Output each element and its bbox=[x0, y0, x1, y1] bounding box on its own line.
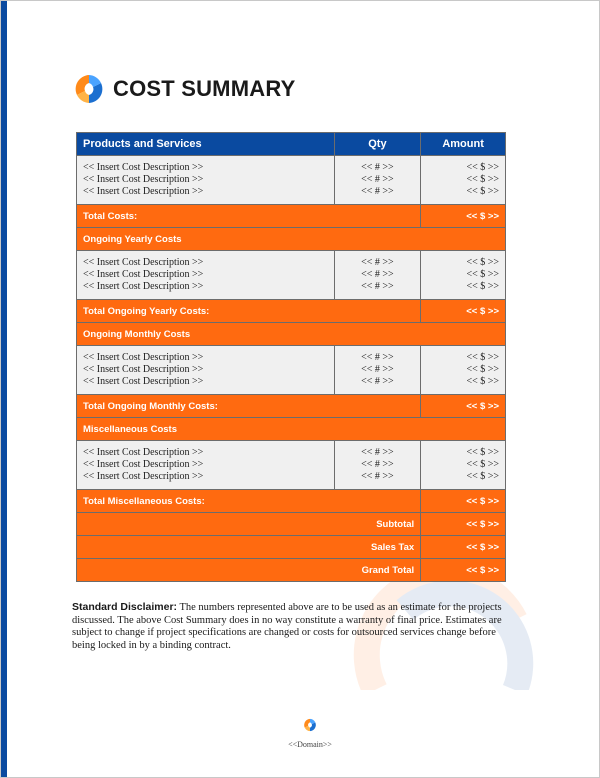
qty-cell[interactable] bbox=[334, 346, 421, 395]
qty-value: << # >> bbox=[361, 352, 394, 363]
cost-description: << Insert Cost Description >> bbox=[83, 471, 204, 482]
cost-description-cell[interactable] bbox=[77, 346, 335, 395]
column-header-products: Products and Services bbox=[77, 133, 335, 156]
cost-description: << Insert Cost Description >> bbox=[83, 281, 204, 292]
cost-description: << Insert Cost Description >> bbox=[83, 174, 204, 185]
grand-total-value[interactable]: << $ >> bbox=[421, 559, 506, 582]
cost-description: << Insert Cost Description >> bbox=[83, 364, 204, 375]
cost-description: << Insert Cost Description >> bbox=[83, 376, 204, 387]
section-heading: Ongoing Yearly Costs bbox=[77, 228, 506, 251]
qty-value: << # >> bbox=[361, 257, 394, 268]
qty-value: << # >> bbox=[361, 459, 394, 470]
amount-cell[interactable] bbox=[421, 156, 506, 205]
qty-value: << # >> bbox=[361, 186, 394, 197]
page-title: COST SUMMARY bbox=[113, 76, 296, 101]
cost-summary-table bbox=[76, 132, 506, 582]
amount-cell[interactable] bbox=[421, 441, 506, 490]
amount-value: << $ >> bbox=[466, 459, 499, 470]
footer-domain: <<Domain>> bbox=[288, 740, 332, 749]
total-value[interactable]: << $ >> bbox=[421, 490, 506, 513]
total-label: Total Ongoing Yearly Costs: bbox=[77, 300, 421, 323]
total-value[interactable]: << $ >> bbox=[421, 300, 506, 323]
cost-description: << Insert Cost Description >> bbox=[83, 352, 204, 363]
total-row bbox=[77, 490, 506, 513]
total-label: Total Ongoing Monthly Costs: bbox=[77, 395, 421, 418]
total-value[interactable]: << $ >> bbox=[421, 395, 506, 418]
subtotal-value[interactable]: << $ >> bbox=[421, 513, 506, 536]
table-header-row bbox=[77, 133, 506, 156]
swirl-logo-icon bbox=[73, 73, 105, 105]
section-heading-row bbox=[77, 323, 506, 346]
cost-description: << Insert Cost Description >> bbox=[83, 269, 204, 280]
section-heading: Ongoing Monthly Costs bbox=[77, 323, 506, 346]
section-heading-row bbox=[77, 418, 506, 441]
amount-value: << $ >> bbox=[466, 352, 499, 363]
grand-total-label: Grand Total bbox=[77, 559, 421, 582]
qty-cell[interactable] bbox=[334, 441, 421, 490]
page-footer bbox=[270, 718, 350, 752]
qty-value: << # >> bbox=[361, 269, 394, 280]
qty-value: << # >> bbox=[361, 174, 394, 185]
sales-tax-row bbox=[77, 536, 506, 559]
amount-value: << $ >> bbox=[466, 471, 499, 482]
total-label: Total Costs: bbox=[77, 205, 421, 228]
amount-value: << $ >> bbox=[466, 162, 499, 173]
total-value[interactable]: << $ >> bbox=[421, 205, 506, 228]
total-label: Total Miscellaneous Costs: bbox=[77, 490, 421, 513]
cost-description-cell[interactable] bbox=[77, 441, 335, 490]
cost-description: << Insert Cost Description >> bbox=[83, 186, 204, 197]
qty-cell[interactable] bbox=[334, 251, 421, 300]
cost-description-cell[interactable] bbox=[77, 251, 335, 300]
table-row bbox=[77, 251, 506, 300]
page-header bbox=[73, 72, 295, 106]
amount-cell[interactable] bbox=[421, 346, 506, 395]
table-row bbox=[77, 346, 506, 395]
amount-value: << $ >> bbox=[466, 257, 499, 268]
cost-description: << Insert Cost Description >> bbox=[83, 447, 204, 458]
total-row bbox=[77, 300, 506, 323]
cost-description: << Insert Cost Description >> bbox=[83, 257, 204, 268]
disclaimer-text: The numbers represented above are to be used as an estimate for the projects discussed. The above Cost Summary does in no way constitute a warranty of final price. Estimates are subject to change if project specifications are changed or costs for outsourced services change before being locked in by a binding contract. bbox=[72, 602, 502, 651]
table-row bbox=[77, 156, 506, 205]
sales-tax-value[interactable]: << $ >> bbox=[421, 536, 506, 559]
amount-value: << $ >> bbox=[466, 447, 499, 458]
cost-description: << Insert Cost Description >> bbox=[83, 459, 204, 470]
qty-value: << # >> bbox=[361, 162, 394, 173]
table-row bbox=[77, 441, 506, 490]
qty-value: << # >> bbox=[361, 364, 394, 375]
section-heading-row bbox=[77, 228, 506, 251]
left-accent-bar bbox=[1, 1, 7, 777]
amount-value: << $ >> bbox=[466, 174, 499, 185]
column-header-qty: Qty bbox=[334, 133, 421, 156]
qty-value: << # >> bbox=[361, 376, 394, 387]
grand-total-row bbox=[77, 559, 506, 582]
sales-tax-label: Sales Tax bbox=[77, 536, 421, 559]
total-row bbox=[77, 205, 506, 228]
total-row bbox=[77, 395, 506, 418]
subtotal-row bbox=[77, 513, 506, 536]
amount-value: << $ >> bbox=[466, 186, 499, 197]
subtotal-label: Subtotal bbox=[77, 513, 421, 536]
amount-value: << $ >> bbox=[466, 269, 499, 280]
cost-description-cell[interactable] bbox=[77, 156, 335, 205]
qty-cell[interactable] bbox=[334, 156, 421, 205]
disclaimer bbox=[72, 601, 520, 652]
qty-value: << # >> bbox=[361, 281, 394, 292]
amount-cell[interactable] bbox=[421, 251, 506, 300]
amount-value: << $ >> bbox=[466, 376, 499, 387]
amount-value: << $ >> bbox=[466, 364, 499, 375]
column-header-amount: Amount bbox=[421, 133, 506, 156]
qty-value: << # >> bbox=[361, 447, 394, 458]
cost-description: << Insert Cost Description >> bbox=[83, 162, 204, 173]
swirl-logo-icon bbox=[303, 718, 317, 732]
disclaimer-lead: Standard Disclaimer: bbox=[72, 601, 178, 613]
section-heading: Miscellaneous Costs bbox=[77, 418, 506, 441]
qty-value: << # >> bbox=[361, 471, 394, 482]
amount-value: << $ >> bbox=[466, 281, 499, 292]
